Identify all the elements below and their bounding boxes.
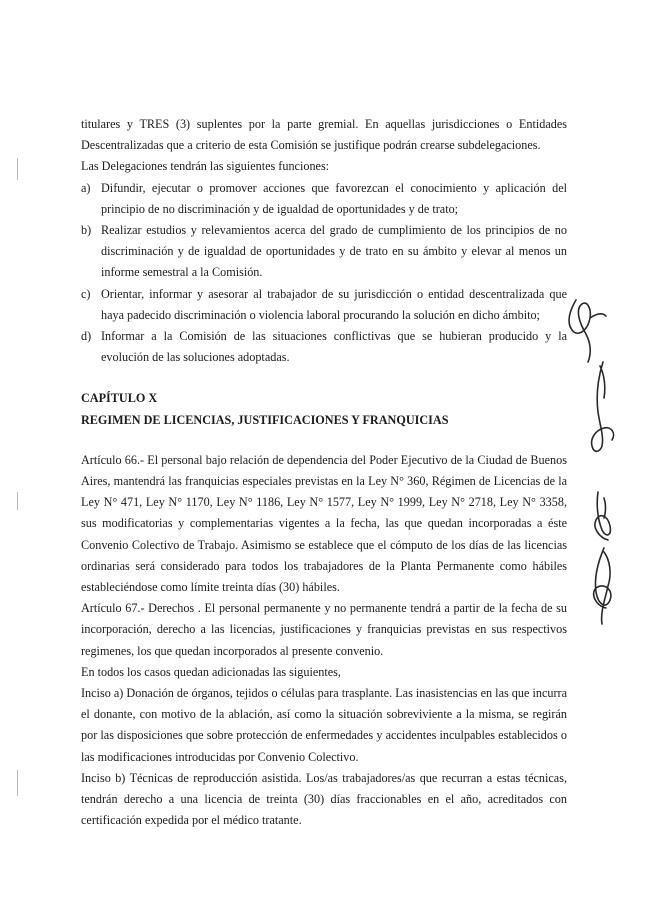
list-item-text: Informar a la Comisión de las situaciones conflictivas que se hubieran producido y la evolución de las soluciones adoptadas. [101,329,567,365]
list-item [81,220,567,284]
spacer [81,431,567,450]
functions-list [81,178,567,369]
list-item-text: Difundir, ejecutar o promover acciones que favorezcan el conocimiento y aplicación del principio de no discriminación y de igualdad de oportunidades y de trato; [101,180,567,216]
chapter-number: CAPÍTULO X [81,391,158,406]
list-item [81,326,567,368]
article-66: Artículo 66.- El personal bajo relación de dependencia del Poder Ejecutivo de la Ciudad de Buenos Aires, mantendrá las franquicias especiales previstas en la Ley N° 360, Régimen de Licencias de la Ley N° 471, Ley N° 1170, Ley N° 1186, Ley N° 1577, Ley N° 1999, Ley N° 2718, Ley N° 3358, sus modificatorias y complementarias vigentes a la fecha, las que quedan incorporadas a éste Convenio Colectivo de Trabajo. Asimismo se establece que el cómputo de los días de las licencias ordinarias será considerado para todos los trabajadores de la Planta Permanente como hábiles estableciéndose como límite treinta días (30) hábiles. [81,452,567,595]
additions-intro: En todos los casos quedan adicionadas las siguientes, [81,664,341,679]
list-item [81,178,567,220]
list-item [81,284,567,326]
list-item-letter: b) [81,223,92,238]
list-item-letter: a) [81,180,91,195]
list-item-letter: d) [81,329,92,344]
paragraph-intro-1: titulares y TRES (3) suplentes por la parte gremial. En aquellas jurisdicciones o Entidades Descentralizadas que a criterio de esta Comisión se justifique podrán crearse subdelegaciones. [81,117,567,153]
article-67: Artículo 67.- Derechos . El personal permanente y no permanente tendrá a partir de la fecha de su incorporación, derecho a las licencias, justificaciones y franquicias previstas en sus respectivos regimenes, los que quedan incorporados al presente convenio. [81,601,567,658]
inciso-a: Inciso a) Donación de órganos, tejidos o células para trasplante. Las inasistencias en las que incurra el donante, con motivo de la ablación, así como la situación sobreviviente a la misma, se regirán por las disposiciones que sobre protección de enfermedades y accidentes inculpables establecidos o las modificaciones introducidas por Convenio Colectivo. [81,686,567,764]
list-item-letter: c) [81,286,91,301]
spacer [81,368,567,388]
list-item-text: Orientar, informar y asesorar al trabajador de su jurisdicción o entidad descentralizada que haya padecido discriminación o violencia laboral procurando la solución en dicho ámbito; [101,286,567,322]
margin-mark [17,492,18,510]
paragraph-intro-2: Las Delegaciones tendrán las siguientes funciones: [81,159,330,174]
body-text [81,114,567,832]
margin-mark [17,770,18,796]
signature-scribble [569,300,606,362]
signature-scribble [592,362,614,451]
chapter-title: REGIMEN DE LICENCIAS, JUSTIFICACIONES Y FRANQUICIAS [81,412,449,427]
margin-mark [17,158,18,180]
list-item-text: Realizar estudios y relevamientos acerca del grado de cumplimiento de los principios de no discriminación y de igualdad de oportunidades y de trato en su ámbito y elevar al menos un informe semestral a la Comisión. [101,223,567,280]
signature-scribble [595,492,610,540]
inciso-b: Inciso b) Técnicas de reproducción asistida. Los/as trabajadores/as que recurran a estas técnicas, tendrán derecho a una licencia de treinta (30) días fraccionables en el año, acreditados con certificación expedida por el médico tratante. [81,770,567,828]
signature-scribble [594,548,611,624]
